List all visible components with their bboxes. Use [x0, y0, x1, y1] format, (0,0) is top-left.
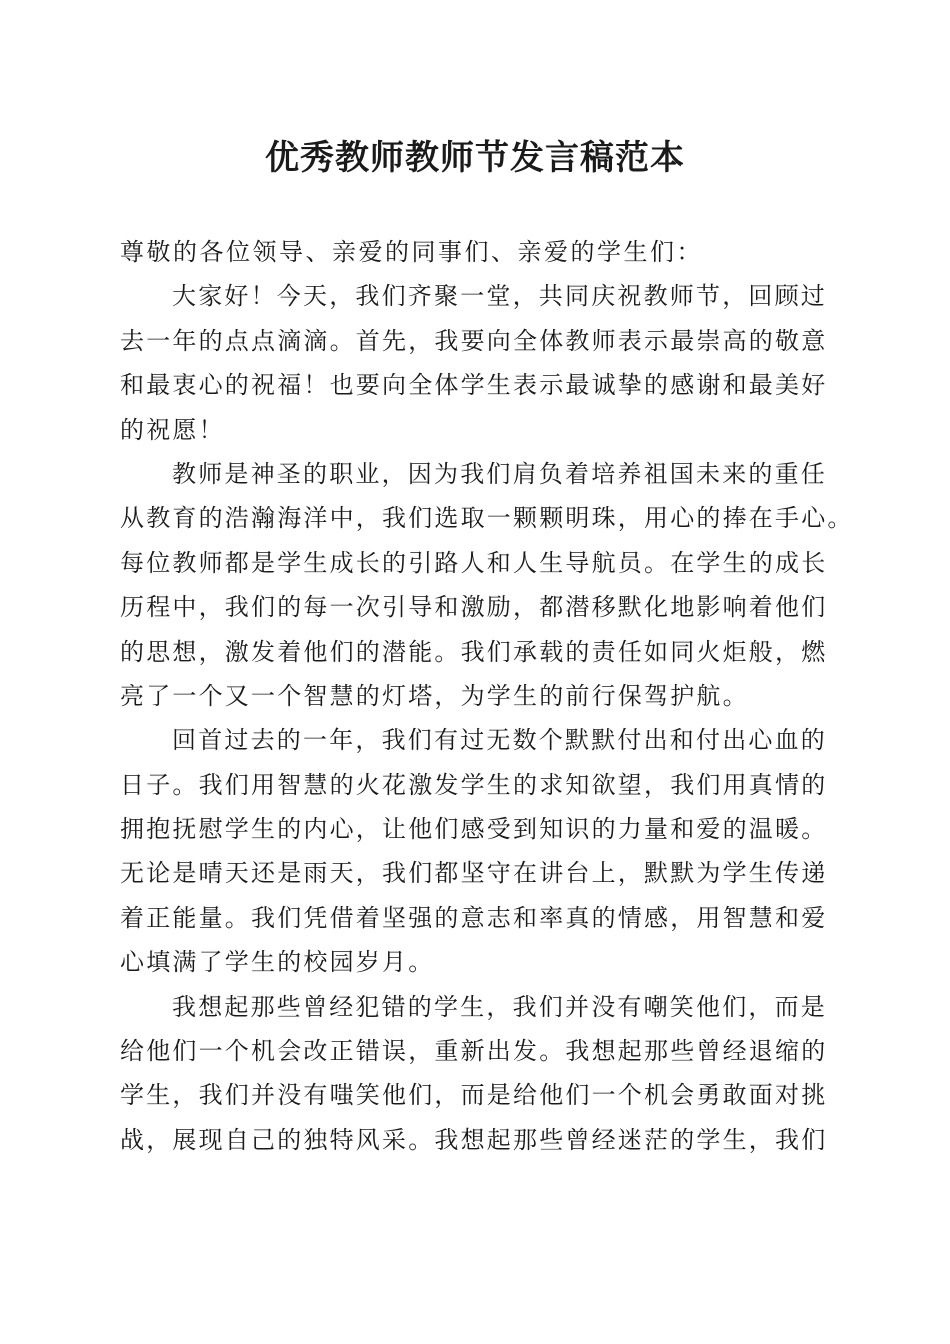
paragraph-line: 着正能量。我们凭借着坚强的意志和率真的情感，用智慧和爱 [120, 903, 828, 932]
paragraph-line: 历程中，我们的每一次引导和激励，都潜移默化地影响着他们 [120, 593, 828, 622]
paragraph-line: 拥抱抚慰学生的内心，让他们感受到知识的力量和爱的温暖。 [120, 815, 828, 844]
paragraph-4 [120, 985, 832, 1163]
salutation: 尊敬的各位领导、亲爱的同事们、亲爱的学生们： [120, 238, 703, 266]
document-body [120, 230, 854, 1162]
paragraph-line: 每位教师都是学生成长的引路人和人生导航员。在学生的成长 [120, 548, 828, 577]
paragraph-line: 的祝愿！ [120, 415, 225, 444]
document-title: 优秀教师教师节发言稿范本 [265, 138, 685, 178]
paragraph-1 [120, 274, 832, 452]
paragraph-line: 学生，我们并没有嗤笑他们，而是给他们一个机会勇敢面对挑 [120, 1081, 828, 1110]
paragraph-line: 和最衷心的祝福！也要向全体学生表示最诚挚的感谢和最美好 [120, 371, 828, 400]
paragraph-line: 给他们一个机会改正错误，重新出发。我想起那些曾经退缩的 [120, 1037, 828, 1066]
paragraph-line: 日子。我们用智慧的火花激发学生的求知欲望，我们用真情的 [120, 770, 828, 799]
paragraph-line: 无论是晴天还是雨天，我们都坚守在讲台上，默默为学生传递 [120, 859, 828, 888]
paragraph-line: 心填满了学生的校园岁月。 [120, 948, 435, 977]
paragraph-line: 去一年的点点滴滴。首先，我要向全体教师表示最崇高的敬意 [120, 326, 828, 355]
paragraph-line: 的思想，激发着他们的潜能。我们承载的责任如同火炬般，燃 [120, 637, 828, 666]
paragraph-line: 我想起那些曾经犯错的学生，我们并没有嘲笑他们，而是 [172, 992, 827, 1021]
paragraph-2 [120, 452, 854, 718]
paragraph-line: 从教育的浩瀚海洋中，我们选取一颗颗明珠，用心的捧在手心。 [120, 504, 854, 533]
paragraph-line: 亮了一个又一个智慧的灯塔，为学生的前行保驾护航。 [120, 681, 749, 710]
paragraph-line: 教师是神圣的职业，因为我们肩负着培养祖国未来的重任 [172, 459, 827, 488]
paragraph-line: 战，展现自己的独特风采。我想起那些曾经迷茫的学生，我们 [120, 1125, 828, 1154]
paragraph-line: 回首过去的一年，我们有过无数个默默付出和付出心血的 [172, 726, 827, 755]
paragraph-3 [120, 718, 832, 984]
paragraph-line: 大家好！今天，我们齐聚一堂，共同庆祝教师节，回顾过 [172, 282, 827, 311]
